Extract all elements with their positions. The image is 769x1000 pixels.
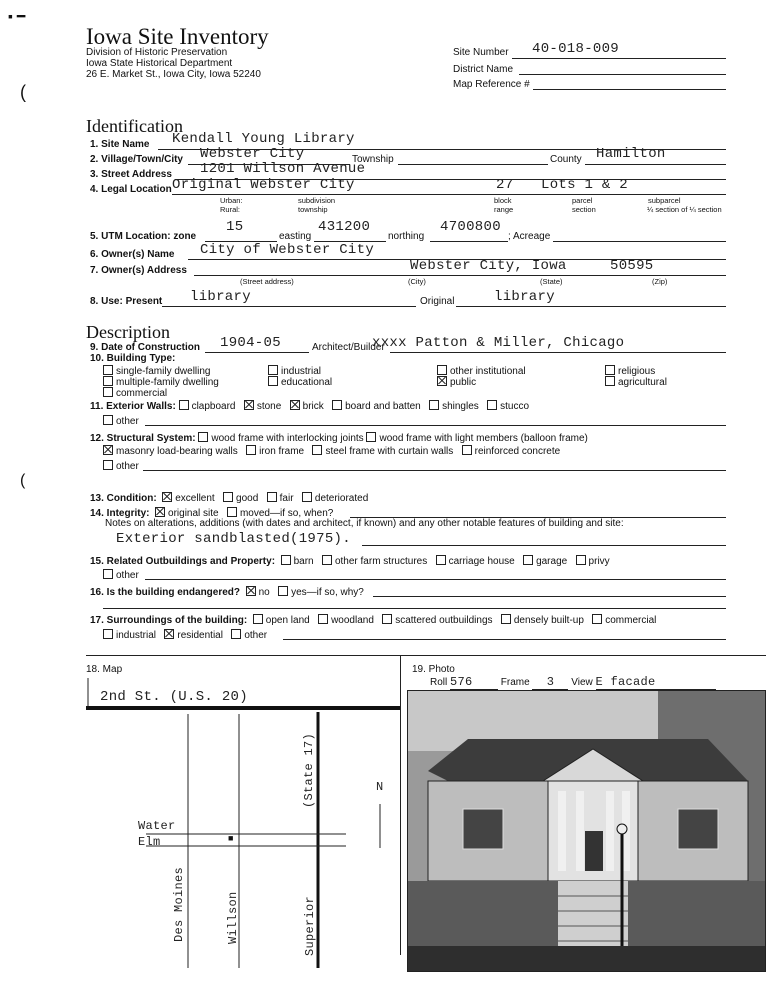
sur-scattered-checkbox[interactable]	[382, 614, 392, 624]
end-yes-checkbox[interactable]	[278, 586, 288, 596]
exterior-walls-row	[90, 400, 529, 412]
sub-subparcel: subparcel	[648, 196, 681, 205]
section-divider	[86, 655, 766, 656]
map-state17: (State 17)	[302, 732, 316, 808]
photo-roll-row	[430, 675, 716, 690]
bt-multiple-checkbox[interactable]	[103, 376, 113, 386]
sur-woodland-checkbox[interactable]	[318, 614, 328, 624]
surroundings-row-2	[103, 629, 267, 641]
owner-zip-value: 50595	[610, 258, 654, 274]
sur-scattered-label: scattered outbuildings	[395, 615, 493, 626]
identification-heading: Identification	[86, 116, 183, 136]
bt-religious-checkbox[interactable]	[605, 365, 615, 375]
township-label: Township	[352, 154, 394, 165]
bt-other-inst-label: other institutional	[450, 366, 526, 377]
roll-value: 576	[450, 675, 498, 690]
sub-block: block	[494, 196, 512, 205]
bt-educational[interactable]	[268, 376, 332, 388]
integrity-label: 14. Integrity:	[90, 508, 150, 519]
notes-label: Notes on alterations, additions (with dates and architect, if known) and any other notable features of building and site:	[105, 518, 624, 529]
village-label: 2. Village/Town/City	[90, 154, 183, 165]
out-farm-label: other farm structures	[334, 556, 428, 567]
map-water: Water	[138, 819, 176, 833]
struct-other-checkbox[interactable]	[103, 460, 113, 470]
use-present-value: library	[190, 289, 251, 305]
end-no-label: no	[258, 587, 270, 598]
city-sub: (City)	[408, 277, 426, 286]
integ-original-label: original site	[168, 508, 219, 519]
map-site-marker: ■	[228, 833, 234, 843]
bt-agricultural[interactable]	[605, 376, 667, 388]
owner-name-label: 6. Owner(s) Name	[90, 249, 175, 260]
wall-shingles-checkbox[interactable]	[429, 400, 439, 410]
integ-moved-checkbox[interactable]	[227, 507, 237, 517]
struct-concrete-label: reinforced concrete	[474, 446, 561, 457]
sur-industrial-label: industrial	[116, 630, 157, 641]
endangered-row	[90, 586, 364, 598]
exterior-walls-label: 11. Exterior Walls:	[90, 401, 176, 412]
street-address-value: 1201 Willson Avenue	[200, 161, 366, 177]
county-value: Hamilton	[596, 146, 666, 162]
lots-value: Lots 1 & 2	[541, 177, 629, 193]
bt-public-checkbox[interactable]	[437, 376, 447, 386]
site-name-label: 1. Site Name	[90, 139, 150, 150]
sub-subdivision: subdivision	[298, 196, 336, 205]
sur-residential-checkbox[interactable]	[164, 629, 174, 639]
struct-balloon-label: wood frame with light members (balloon frame)	[379, 433, 588, 444]
sub-range: range	[494, 205, 514, 214]
wall-stucco-label: stucco	[500, 401, 530, 412]
roll-label: Roll	[430, 677, 448, 688]
end-yes-label: yes—if so, why?	[291, 587, 364, 598]
wall-board-label: board and batten	[345, 401, 421, 412]
wall-clapboard-label: clapboard	[191, 401, 236, 412]
utm-zone-value: 15	[226, 219, 244, 235]
bt-commercial[interactable]	[103, 387, 167, 399]
building-type-label: 10. Building Type:	[90, 353, 176, 364]
view-label: View	[571, 677, 593, 688]
outbuildings-label: 15. Related Outbuildings and Property:	[90, 556, 276, 567]
cond-deteriorated-label: deteriorated	[314, 493, 369, 504]
site-map	[86, 678, 400, 968]
struct-interlock-checkbox[interactable]	[198, 432, 208, 442]
end-no-checkbox[interactable]	[246, 586, 256, 596]
legal-location-value: Original Webster City	[172, 177, 355, 193]
map-reference-label: Map Reference #	[453, 79, 530, 90]
sur-open-label: open land	[265, 615, 310, 626]
description-heading: Description	[86, 322, 170, 342]
wall-other-label: other	[116, 416, 139, 427]
use-original-label: Original	[420, 296, 455, 307]
bt-industrial-checkbox[interactable]	[268, 365, 278, 375]
legal-location-label: 4. Legal Location	[90, 184, 172, 195]
struct-masonry-checkbox[interactable]	[103, 445, 113, 455]
bt-public-label: public	[450, 377, 477, 388]
frame-value: 3	[532, 675, 568, 690]
struct-balloon-checkbox[interactable]	[366, 432, 376, 442]
library-photo	[407, 690, 766, 972]
owner-city-value: Webster City, Iowa	[410, 258, 567, 274]
cond-deteriorated-checkbox[interactable]	[302, 492, 312, 502]
bt-multiple-label: multiple-family dwelling	[116, 377, 219, 388]
margin-mark: (	[20, 82, 26, 102]
bt-agricultural-label: agricultural	[618, 377, 667, 388]
cond-good-checkbox[interactable]	[223, 492, 233, 502]
zip-sub: (Zip)	[652, 277, 668, 286]
form-title: Iowa Site Inventory	[86, 24, 269, 49]
address-line-3: 26 E. Market St., Iowa City, Iowa 52240	[86, 69, 261, 80]
owner-name-value: City of Webster City	[200, 242, 375, 258]
cond-excellent-checkbox[interactable]	[162, 492, 172, 502]
sub-quarter: ¼ section of ¼ section	[647, 205, 722, 214]
sur-open-checkbox[interactable]	[253, 614, 263, 624]
bt-educational-checkbox[interactable]	[268, 376, 278, 386]
site-number-value: 40-018-009	[532, 41, 620, 57]
endangered-label: 16. Is the building endangered?	[90, 587, 241, 598]
northing-label: northing	[388, 231, 425, 242]
bt-agricultural-checkbox[interactable]	[605, 376, 615, 386]
bt-single-label: single-family dwelling	[116, 366, 211, 377]
wall-stucco-checkbox[interactable]	[487, 400, 497, 410]
sub-section: section	[572, 205, 596, 214]
struct-other[interactable]	[103, 460, 139, 472]
map-street-2nd: 2nd St. (U.S. 20)	[100, 689, 248, 705]
state-sub: (State)	[540, 277, 563, 286]
wall-brick-label: brick	[302, 401, 324, 412]
surroundings-row	[90, 614, 656, 626]
county-label: County	[550, 154, 582, 165]
utm-label: 5. UTM Location: zone	[90, 231, 197, 242]
owner-address-label: 7. Owner(s) Address	[90, 265, 187, 276]
integ-original-checkbox[interactable]	[155, 507, 165, 517]
cond-excellent-label: excellent	[175, 493, 215, 504]
easting-label: easting	[279, 231, 312, 242]
map-elm: Elm	[138, 835, 161, 849]
wall-shingles-label: shingles	[442, 401, 479, 412]
condition-row	[90, 492, 368, 504]
out-carriage-label: carriage house	[448, 556, 515, 567]
library-photo-drawing	[408, 691, 765, 971]
struct-interlock-label: wood frame with interlocking joints	[211, 433, 364, 444]
cond-good-label: good	[236, 493, 259, 504]
structural-row-1	[90, 432, 588, 444]
struct-steel-checkbox[interactable]	[312, 445, 322, 455]
bt-single-checkbox[interactable]	[103, 365, 113, 375]
scan-mark: ▪ ━	[8, 8, 26, 24]
map-drawing	[86, 678, 400, 968]
bt-religious-label: religious	[618, 366, 656, 377]
out-privy-label: privy	[588, 556, 610, 567]
map-label: 18. Map	[86, 664, 123, 675]
northing-value: 4700800	[440, 219, 501, 235]
photo-label: 19. Photo	[412, 664, 455, 675]
struct-iron-label: iron frame	[259, 446, 305, 457]
wall-brick-checkbox[interactable]	[290, 400, 300, 410]
struct-other-label: other	[116, 461, 139, 472]
date-construction-label: 9. Date of Construction	[90, 342, 201, 353]
structural-row-2	[103, 445, 560, 457]
acreage-label: ; Acreage	[508, 231, 551, 242]
wall-other[interactable]	[103, 415, 139, 427]
out-garage-checkbox[interactable]	[523, 555, 533, 565]
out-other-label: other	[116, 570, 139, 581]
map-willson: Willson	[226, 891, 240, 944]
sur-industrial-checkbox[interactable]	[103, 629, 113, 639]
out-carriage-checkbox[interactable]	[436, 555, 446, 565]
map-photo-divider	[400, 655, 401, 955]
out-garage-label: garage	[536, 556, 568, 567]
sub-township: township	[298, 205, 328, 214]
notes-value: Exterior sandblasted(1975).	[116, 531, 351, 547]
out-barn-label: barn	[293, 556, 314, 567]
block-value: 27	[496, 177, 514, 193]
wall-other-checkbox[interactable]	[103, 415, 113, 425]
surroundings-label: 17. Surroundings of the building:	[90, 615, 248, 626]
struct-masonry-label: masonry load-bearing walls	[116, 446, 238, 457]
use-present-label: 8. Use: Present	[90, 296, 163, 307]
use-original-value: library	[494, 289, 555, 305]
out-other-checkbox[interactable]	[103, 569, 113, 579]
site-name-value: Kendall Young Library	[172, 131, 355, 147]
sur-other-checkbox[interactable]	[231, 629, 241, 639]
sub-parcel: parcel	[572, 196, 593, 205]
address-line-2: Iowa State Historical Department	[86, 58, 233, 69]
sub-rural: Rural:	[220, 205, 241, 214]
sur-woodland-label: woodland	[331, 615, 374, 626]
wall-board-checkbox[interactable]	[332, 400, 342, 410]
bt-commercial-label: commercial	[116, 388, 168, 399]
outbuildings-row	[90, 555, 610, 567]
margin-mark-2: (	[20, 472, 26, 489]
architect-label: Architect/Builder	[312, 342, 385, 353]
sub-urban: Urban:	[220, 196, 243, 205]
bt-educational-label: educational	[281, 377, 333, 388]
map-north: N	[376, 780, 384, 794]
view-value: E facade	[596, 675, 716, 690]
easting-value: 431200	[318, 219, 371, 235]
condition-label: 13. Condition:	[90, 493, 157, 504]
sur-commercial-checkbox[interactable]	[592, 614, 602, 624]
bt-other-inst-checkbox[interactable]	[437, 365, 447, 375]
integ-moved-label: moved—if so, when?	[239, 508, 334, 519]
site-number-label: Site Number	[453, 47, 509, 58]
sur-residential-label: residential	[177, 630, 223, 641]
sur-commercial-label: commercial	[605, 615, 657, 626]
bt-commercial-checkbox[interactable]	[103, 387, 113, 397]
street-address-label: 3. Street Address	[90, 169, 172, 180]
date-construction-value: 1904-05	[220, 335, 281, 351]
structural-label: 12. Structural System:	[90, 433, 196, 444]
out-barn-checkbox[interactable]	[281, 555, 291, 565]
struct-concrete-checkbox[interactable]	[462, 445, 472, 455]
architect-value: xxxx Patton & Miller, Chicago	[372, 335, 625, 351]
wall-stone-checkbox[interactable]	[244, 400, 254, 410]
map-superior: Superior	[303, 895, 317, 956]
sur-other-label: other	[244, 630, 268, 641]
wall-clapboard-checkbox[interactable]	[179, 400, 189, 410]
cond-fair-checkbox[interactable]	[267, 492, 277, 502]
sur-dense-checkbox[interactable]	[501, 614, 511, 624]
struct-steel-label: steel frame with curtain walls	[325, 446, 454, 457]
sur-dense-label: densely built-up	[513, 615, 584, 626]
street-address-sub: (Street address)	[240, 277, 294, 286]
cond-fair-label: fair	[279, 493, 294, 504]
out-other[interactable]	[103, 569, 139, 581]
out-privy-checkbox[interactable]	[576, 555, 586, 565]
wall-stone-label: stone	[256, 401, 282, 412]
district-name-label: District Name	[453, 64, 514, 75]
address-line-1: Division of Historic Preservation	[86, 47, 228, 58]
frame-label: Frame	[500, 677, 530, 688]
map-des-moines: Des Moines	[172, 866, 186, 942]
bt-industrial-label: industrial	[281, 366, 322, 377]
village-value: Webster City	[200, 146, 305, 162]
out-farm-checkbox[interactable]	[322, 555, 332, 565]
bt-public[interactable]	[437, 376, 476, 388]
struct-iron-checkbox[interactable]	[246, 445, 256, 455]
